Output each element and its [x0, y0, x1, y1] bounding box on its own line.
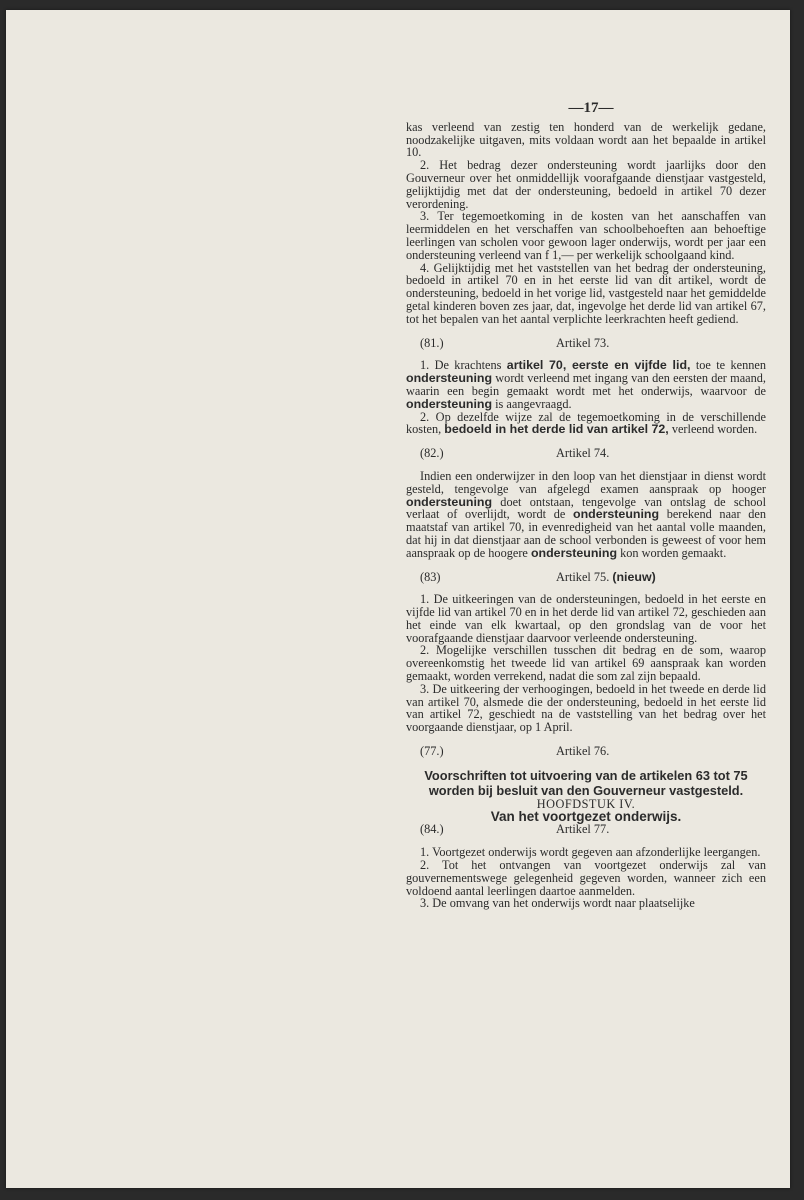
- text-run: 2. Op dezelfde wijze zal de tegemoetkoming in de verschillende kosten,: [406, 409, 766, 437]
- article-74-number: (82.): [420, 446, 444, 461]
- article-75-title: Artikel 75.: [556, 569, 610, 584]
- chapter-heading: HOOFDSTUK IV.: [536, 796, 636, 811]
- article-77-heading: [406, 823, 766, 836]
- article-73-heading: [406, 337, 766, 350]
- paragraph-intro: kas verleend van zestig ten honderd van de werkelijk gedane, noodzakelijke uitgaven, mits voldaan wordt aan het bepaalde in artikel 10.: [406, 119, 766, 160]
- page-number: —17—: [568, 100, 614, 116]
- paragraph-4: 4. Gelijktijdig met het vaststellen van het bedrag der ondersteuning, bedoeld in artikel 70 en in het eerste lid van dit artikel, wordt de ondersteuning, bedoeld in het vorige lid, vastgesteld naar het gemiddelde getal kinderen boven zes jaar, dat, ingevolge het derde lid van artikel 67, tot het bepalen van het aantal verplichte leerkrachten heeft gediend.: [406, 260, 766, 326]
- bold-run: ondersteuning: [573, 507, 660, 522]
- text-run: toe te kennen: [690, 358, 766, 373]
- bold-run: ondersteuning: [406, 371, 493, 386]
- article-73-para-2: [406, 411, 766, 437]
- bold-run: ondersteuning: [530, 545, 618, 560]
- text-run: is aangevraagd.: [492, 396, 572, 411]
- article-75-para-1: 1. De uitkeeringen van de ondersteuningen, bedoeld in het eerste en vijfde lid van artikel 70 en in het derde lid van artikel 72, geschieden aan het einde van elk kwartaal, op den grondslag van de voor het voorafgaande dienstjaar daarvoor verleende ondersteuning.: [406, 592, 766, 645]
- article-77-number: (84.): [420, 822, 444, 837]
- article-75-para-2: 2. Mogelijke verschillen tusschen dit bedrag en de som, waarop overeenkomstig het tweede lid van artikel 69 aanspraak kan worden gemaakt, worden verrekend, nadat die som zal zijn bepaald.: [406, 643, 766, 684]
- document-page: [6, 10, 790, 1188]
- paragraph-3: 3. Ter tegemoetkoming in de kosten van het aanschaffen van leermiddelen en het verschaffen van schoolbehoeften aan behoeftige leerlingen van scholen voor gewoon lager onderwijs, wordt per jaar een ondersteuning verleend van f 1,— per werkelijk schoolgaand kind.: [406, 209, 766, 262]
- bold-run: artikel 70, eerste en vijfde lid,: [506, 358, 691, 373]
- article-77-para-3: 3. De omvang van het onderwijs wordt naar plaatselijke: [420, 896, 695, 911]
- article-74-title: Artikel 74.: [556, 446, 610, 461]
- text-run: wordt verleend met ingang van den eersten der maand, waarin een begin gemaakt wordt met het onderwijs, waarvoor de: [406, 371, 766, 398]
- bold-run: ondersteuning: [406, 494, 493, 509]
- article-76-heading: [406, 745, 766, 758]
- text-run: Indien een onderwijzer in den loop van het dienstjaar in dienst wordt gesteld, tengevolge van afgelegd examen aanspraak op hooger: [406, 468, 766, 496]
- text-run: doet ontstaan, tengevolge van ontslag de school verlaat of overlijdt, wordt de: [406, 494, 766, 522]
- article-73-para-1: [406, 359, 766, 410]
- text-run: berekend naar den maatstaf van artikel 70, in evenredigheid van het aantal volle maanden, dat hij in dat dienstjaar aan de school verbonden is geweest of voor hem aanspraak op de hoogere: [406, 507, 766, 560]
- article-73-number: (81.): [420, 335, 444, 350]
- article-75-para-3: 3. De uitkeering der verhoogingen, bedoeld in het tweede en derde lid van artikel 70, alsmede die der ondersteuning, bedoeld in het eerste lid van artikel 72, geschiedt na de vaststelling van het bedrag over het voorgaande dienstjaar, op 1 April.: [406, 681, 766, 735]
- article-75-title-wrap: [556, 571, 766, 584]
- text-run: kon worden gemaakt.: [617, 545, 727, 560]
- article-74-heading: [406, 447, 766, 460]
- paragraph-2: 2. Het bedrag dezer ondersteuning wordt jaarlijks door den Gouverneur over het onmiddellijk voorafgaande dienstjaar vastgesteld, gelijktijdig met dat der ondersteuning, bedoeld in artikel 70 dezer verordening.: [406, 158, 766, 211]
- article-76-number: (77.): [420, 744, 444, 759]
- text-column: [406, 102, 766, 910]
- bold-run: bedoeld in het derde lid van artikel 72,: [444, 422, 669, 437]
- bold-run: ondersteuning: [406, 396, 493, 411]
- chapter-title: Van het voortgezet onderwijs.: [490, 808, 682, 824]
- article-77-para-1: 1. Voortgezet onderwijs wordt gegeven aan afzonderlijke leergangen.: [420, 845, 761, 860]
- article-74-para: [406, 470, 766, 560]
- text-run: verleend worden.: [668, 422, 758, 437]
- article-77-para-2: 2. Tot het ontvangen van voortgezet onderwijs zal van gouvernementswege gelegenheid gegeven worden, wanneer zich een voldoend aantal leerlingen daartoe aanmelden.: [406, 858, 766, 898]
- text-run: 1. De krachtens: [420, 358, 507, 373]
- article-76-text: Voorschriften tot uitvoering van de artikelen 63 tot 75 worden bij besluit van den Gouverneur vastgesteld.: [424, 767, 748, 798]
- article-75-heading: [406, 571, 766, 584]
- article-73-title: Artikel 73.: [556, 335, 610, 350]
- article-75-new-label: (nieuw): [612, 569, 656, 584]
- article-75-number: (83): [420, 569, 441, 584]
- article-76-title: Artikel 76.: [556, 744, 610, 759]
- article-77-title: Artikel 77.: [556, 822, 610, 837]
